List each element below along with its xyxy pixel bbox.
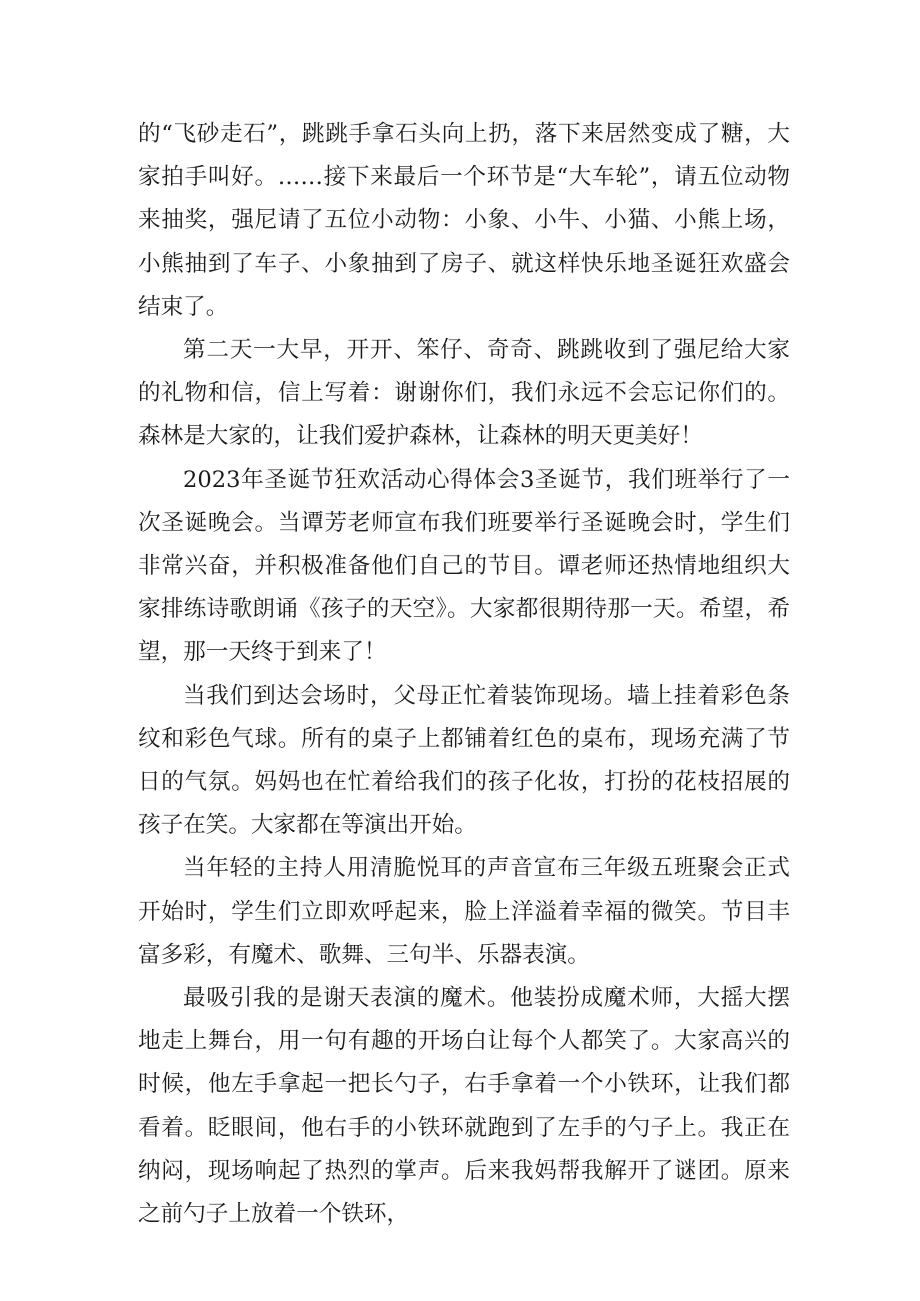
- paragraph-1: 的“飞砂走石”，跳跳手拿石头向上扔，落下来居然变成了糖，大家拍手叫好。……接下来最后一个环节是“大车轮”，请五位动物来抽奖，强尼请了五位小动物：小象、小牛、小猫、小熊上场，小熊抽到了车子、小象抽到了房子、就这样快乐地圣诞狂欢盛会结束了。: [138, 121, 790, 320]
- paragraph-4: 当我们到达会场时，父母正忙着装饰现场。墙上挂着彩色条纹和彩色气球。所有的桌子上都铺着红色的桌布，现场充满了节日的气氛。妈妈也在忙着给我们的孩子化妆，打扮的花枝招展的孩子在笑。大家都在等演出开始。: [138, 682, 790, 839]
- paragraph-6: 最吸引我的是谢天表演的魔术。他装扮成魔术师，大摇大摆地走上舞台，用一句有趣的开场白让每个人都笑了。大家高兴的时候，他左手拿起一把长勺子，右手拿着一个小铁环，让我们都看着。眨眼间，他右手的小铁环就跑到了左手的勺子上。我正在纳闷，现场响起了热烈的掌声。后来我妈帮我解开了谜团。原来之前勺子上放着一个铁环，: [138, 985, 790, 1228]
- paragraph-5: 当年轻的主持人用清脆悦耳的声音宣布三年级五班聚会正式开始时，学生们立即欢呼起来，脸上洋溢着幸福的微笑。节目丰富多彩，有魔术、歌舞、三句半、乐器表演。: [138, 855, 790, 968]
- paragraph-3: 2023年圣诞节狂欢活动心得体会3圣诞节，我们班举行了一次圣诞晚会。当谭芳老师宣布我们班要举行圣诞晚会时，学生们非常兴奋，并积极准备他们自己的节目。谭老师还热情地组织大家排练诗歌朗诵《孩子的天空》。大家都很期待那一天。希望，希望，那一天终于到来了！: [138, 466, 790, 666]
- document-body: [138, 113, 790, 1236]
- paragraph-2: 第二天一大早，开开、笨仔、奇奇、跳跳收到了强尼给大家的礼物和信，信上写着：谢谢你们，我们永远不会忘记你们的。森林是大家的，让我们爱护森林，让森林的明天更美好！: [138, 337, 790, 450]
